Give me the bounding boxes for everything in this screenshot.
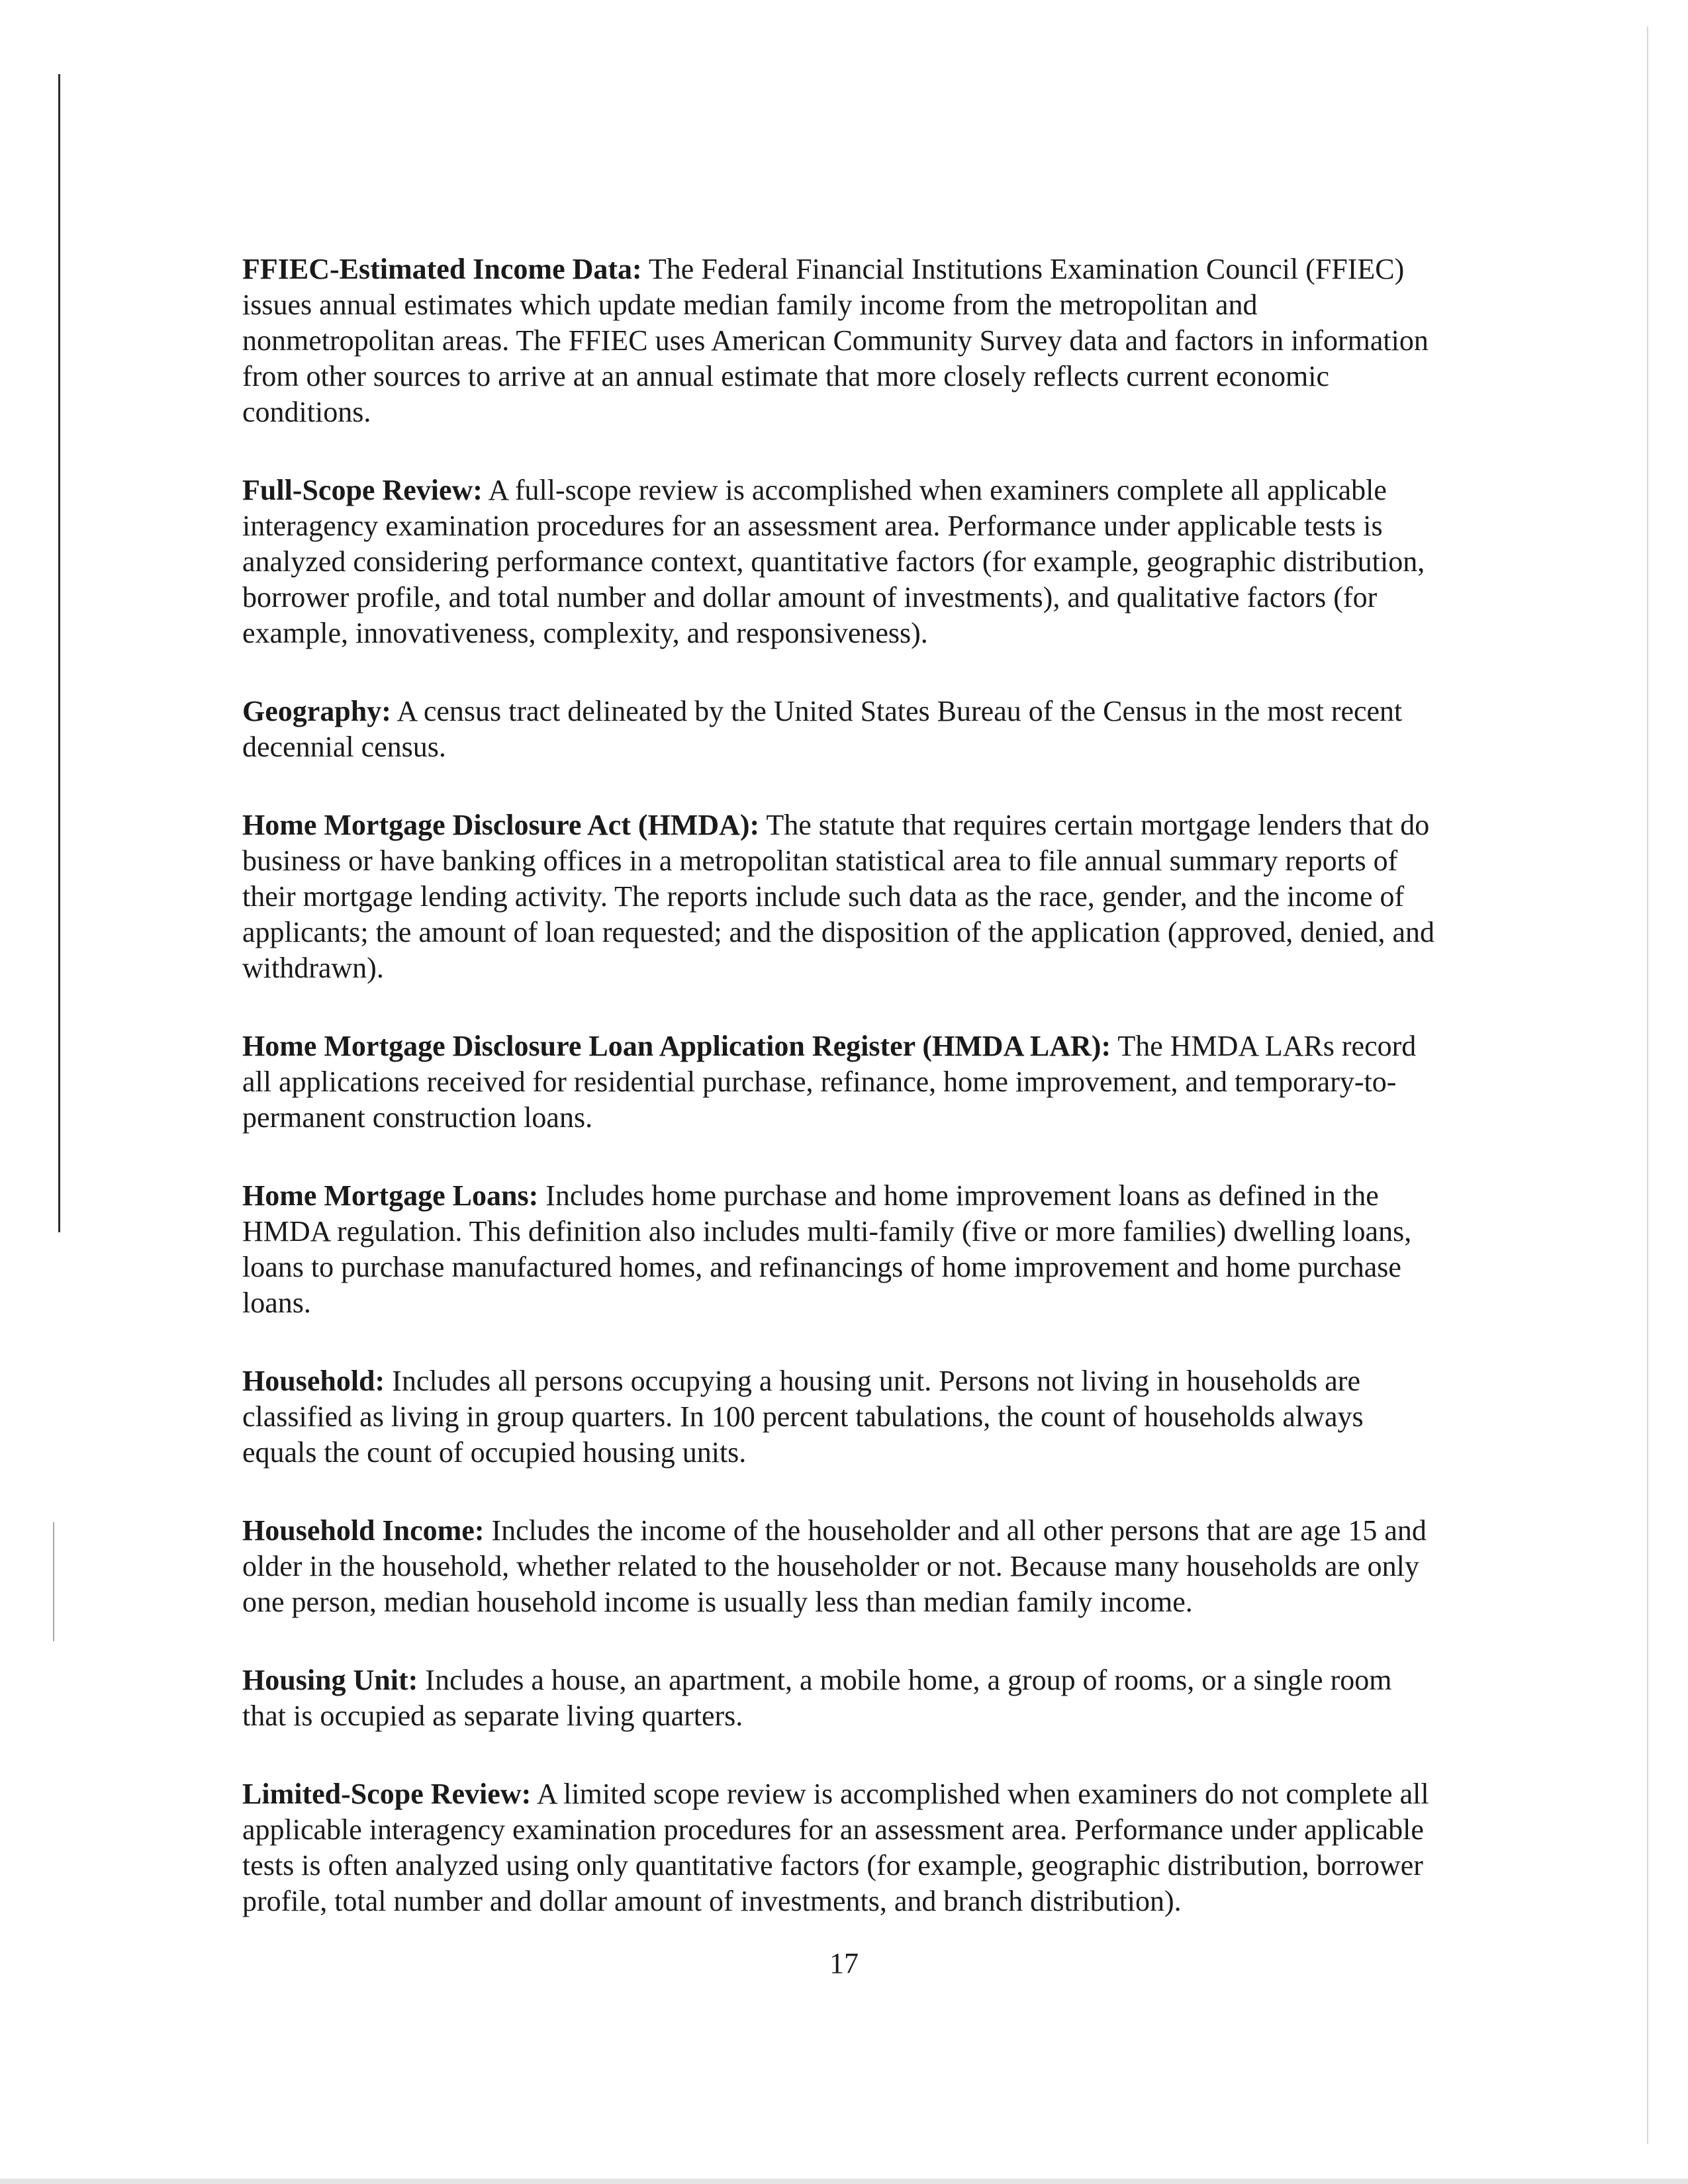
glossary-entry-limited-scope-review	[242, 1776, 1440, 1919]
glossary-definition: A full-scope review is accomplished when examiners complete all applicable interagency examination procedures for an assessment area. Performance under applicable tests is analyzed considering performance context, quantitative factors (for example, geographic distribution, borrower profile, and total number and dollar amount of investments), and qualitative factors (for example, innovativeness, complexity, and responsiveness).	[242, 474, 1425, 649]
glossary-entry-full-scope-review	[242, 473, 1440, 651]
glossary-definition: A census tract delineated by the United States Bureau of the Census in the most recent decennial census.	[242, 695, 1403, 763]
glossary-term: FFIEC-Estimated Income Data:	[242, 253, 642, 285]
page-number: 17	[829, 1947, 859, 1979]
glossary-definition: Includes the income of the householder and all other persons that are age 15 and older in the household, whether related to the householder or not. Because many households are only one person, median household income is usually less than median family income.	[242, 1514, 1427, 1618]
glossary-entry-hmda	[242, 807, 1440, 986]
glossary-definition: A limited scope review is accomplished when examiners do not complete all applicable interagency examination procedures for an assessment area. Performance under applicable tests is often analyzed using only quantitative factors (for example, geographic distribution, borrower profile, total number and dollar amount of investments, and branch distribution).	[242, 1778, 1429, 1917]
glossary-entry-home-mortgage-loans	[242, 1178, 1440, 1321]
glossary-definition: The statute that requires certain mortgage lenders that do business or have banking offices in a metropolitan statistical area to file annual summary reports of their mortgage lending activity. The reports include such data as the race, gender, and the income of applicants; the amount of loan requested; and the disposition of the application (approved, denied, and withdrawn).	[242, 809, 1435, 984]
glossary-term: Home Mortgage Disclosure Act (HMDA):	[242, 809, 760, 841]
glossary-definition: Includes home purchase and home improvement loans as defined in the HMDA regulation. This definition also includes multi-family (five or more families) dwelling loans, loans to purchase manufactured homes, and refinancings of home improvement and home purchase loans.	[242, 1179, 1412, 1319]
glossary-term: Full-Scope Review:	[242, 474, 483, 506]
glossary-definition: The HMDA LARs record all applications received for residential purchase, refinance, home improvement, and temporary-to-permanent construction loans.	[242, 1030, 1417, 1134]
glossary-term: Limited-Scope Review:	[242, 1778, 532, 1810]
glossary-term: Household:	[242, 1365, 385, 1397]
glossary-entry-household-income	[242, 1513, 1440, 1620]
glossary-definition: Includes all persons occupying a housing unit. Persons not living in households are classified as living in group quarters. In 100 percent tabulations, the count of households always equals the count of occupied housing units.	[242, 1365, 1364, 1469]
glossary-term: Home Mortgage Loans:	[242, 1179, 539, 1212]
glossary-term: Geography:	[242, 695, 391, 727]
scan-edge-left	[58, 74, 60, 1232]
glossary-entry-geography	[242, 694, 1440, 765]
glossary-definition: Includes a house, an apartment, a mobile home, a group of rooms, or a single room that is occupied as separate living quarters.	[242, 1664, 1392, 1732]
glossary-entry-ffiec-income-data	[242, 251, 1440, 430]
glossary-term: Household Income:	[242, 1514, 485, 1547]
scan-edge-mark	[53, 1522, 54, 1641]
scan-edge-bottom	[0, 2179, 1688, 2184]
scan-edge-right	[1647, 26, 1648, 2144]
glossary-term: Home Mortgage Disclosure Loan Application Register (HMDA LAR):	[242, 1030, 1111, 1062]
glossary-definition: The Federal Financial Institutions Examination Council (FFIEC) issues annual estimates which update median family income from the metropolitan and nonmetropolitan areas. The FFIEC uses American Community Survey data and factors in information from other sources to arrive at an annual estimate that more closely reflects current economic conditions.	[242, 253, 1429, 428]
glossary-content	[242, 251, 1440, 1962]
glossary-entry-household	[242, 1363, 1440, 1471]
glossary-term: Housing Unit:	[242, 1664, 418, 1696]
glossary-entry-hmda-lar	[242, 1028, 1440, 1136]
glossary-entry-housing-unit	[242, 1662, 1440, 1734]
